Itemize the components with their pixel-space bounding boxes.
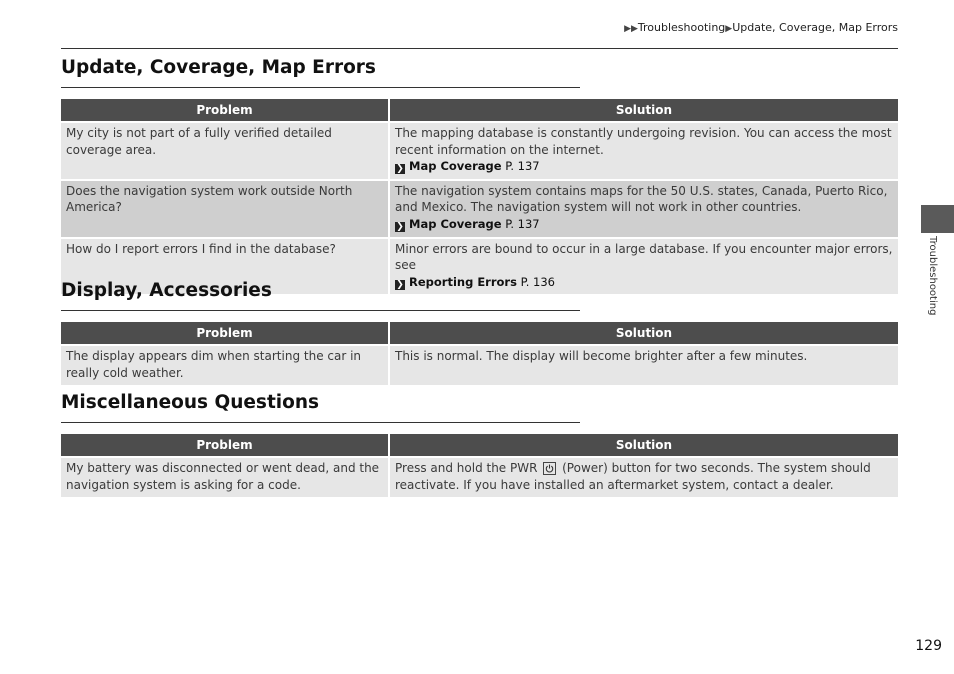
solution-text-before-icon: Press and hold the PWR <box>395 461 538 475</box>
solution-text-after-icon: (Power) button for two seconds. The system should reactivate. If you have installed an aftermarket system, contact a dealer. <box>395 461 871 492</box>
troubleshooting-table <box>61 99 898 294</box>
table-header-row <box>61 322 898 344</box>
section-title-underline <box>61 422 580 423</box>
solution-cell <box>388 121 898 179</box>
solution-cell <box>388 456 898 497</box>
section-title: Display, Accessories <box>61 280 272 301</box>
problem-cell: My city is not part of a fully verified detailed coverage area. <box>61 121 388 179</box>
breadcrumb-arrow-icon: ▶▶ <box>624 24 638 34</box>
troubleshooting-table <box>61 434 898 497</box>
page-number: 129 <box>915 638 942 654</box>
breadcrumb-item-current: Update, Coverage, Map Errors <box>732 21 898 34</box>
column-header-solution: Solution <box>388 99 898 121</box>
problem-cell: How do I report errors I find in the database? <box>61 237 388 295</box>
chapter-tab-marker <box>921 205 954 233</box>
reference-title: Map Coverage <box>409 216 502 231</box>
section-title-underline <box>61 310 580 311</box>
reference-page: P. 136 <box>520 274 555 289</box>
cross-reference-link[interactable] <box>395 159 540 173</box>
reference-page: P. 137 <box>505 159 540 174</box>
solution-cell <box>388 179 898 237</box>
breadcrumb <box>624 21 898 34</box>
solution-cell: This is normal. The display will become brighter after a few minutes. <box>388 344 898 385</box>
reference-arrow-icon: ❯ <box>396 164 404 175</box>
breadcrumb-arrow-icon: ▶ <box>725 24 733 34</box>
column-header-solution: Solution <box>388 434 898 456</box>
chapter-tab-label: Troubleshooting <box>927 236 938 316</box>
problem-cell: Does the navigation system work outside North America? <box>61 179 388 237</box>
power-icon <box>543 462 556 475</box>
section-title-underline <box>61 87 580 88</box>
breadcrumb-item-troubleshooting[interactable]: Troubleshooting <box>637 21 726 34</box>
solution-text: Minor errors are bound to occur in a large database. If you encounter major errors, see <box>395 241 893 273</box>
column-header-problem: Problem <box>61 434 388 456</box>
table-row <box>61 344 898 385</box>
cross-reference-link[interactable] <box>395 217 540 231</box>
table-row <box>61 121 898 179</box>
table-row <box>61 179 898 237</box>
table-header-row <box>61 99 898 121</box>
reference-title: Map Coverage <box>409 159 502 174</box>
section-title: Miscellaneous Questions <box>61 392 320 413</box>
reference-arrow-icon: ❯ <box>396 279 404 290</box>
column-header-problem: Problem <box>61 99 388 121</box>
header-divider <box>61 48 898 49</box>
reference-arrow-icon: ❯ <box>396 221 404 232</box>
problem-cell: The display appears dim when starting the car in really cold weather. <box>61 344 388 385</box>
troubleshooting-table <box>61 322 898 385</box>
column-header-solution: Solution <box>388 322 898 344</box>
reference-title: Reporting Errors <box>409 274 517 289</box>
table-header-row <box>61 434 898 456</box>
section-update-coverage <box>61 56 898 294</box>
section-title: Update, Coverage, Map Errors <box>61 57 376 78</box>
column-header-problem: Problem <box>61 322 388 344</box>
section-display-accessories <box>61 279 898 385</box>
solution-text: The navigation system contains maps for the 50 U.S. states, Canada, Puerto Rico, and Mexico. The navigation system will not work in other countries. <box>395 183 888 215</box>
reference-page: P. 137 <box>505 216 540 231</box>
solution-text: The mapping database is constantly undergoing revision. You can access the most recent information on the internet. <box>395 126 892 157</box>
table-row <box>61 456 898 497</box>
problem-cell: My battery was disconnected or went dead, and the navigation system is asking for a code. <box>61 456 388 497</box>
section-miscellaneous <box>61 391 898 497</box>
